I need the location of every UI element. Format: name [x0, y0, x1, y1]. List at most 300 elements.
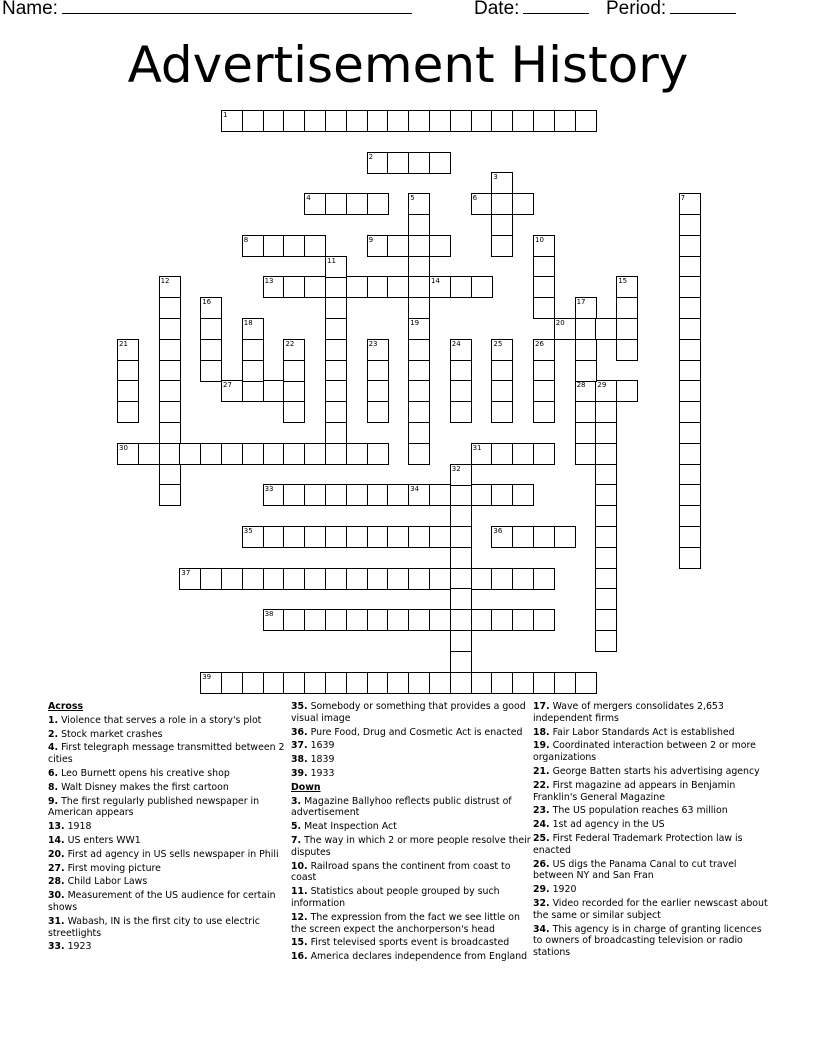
down-clue: [533, 740, 773, 764]
grid-cell[interactable]: [304, 276, 326, 298]
grid-cell[interactable]: [450, 380, 472, 402]
grid-cell[interactable]: [408, 609, 430, 631]
grid-cell[interactable]: [512, 193, 534, 215]
grid-cell[interactable]: [117, 401, 139, 423]
grid-cell[interactable]: [325, 672, 347, 694]
clues-column-2: [291, 701, 531, 965]
grid-cell[interactable]: [325, 526, 347, 548]
grid-cell[interactable]: [429, 484, 451, 506]
grid-cell[interactable]: [616, 339, 638, 361]
grid-cell[interactable]: [200, 318, 222, 340]
grid-cell[interactable]: [679, 505, 701, 527]
grid-cell[interactable]: [679, 339, 701, 361]
grid-cell[interactable]: [450, 276, 472, 298]
grid-cell[interactable]: [533, 609, 555, 631]
across-clue: [48, 863, 288, 875]
grid-cell[interactable]: [429, 672, 451, 694]
grid-cell[interactable]: [325, 401, 347, 423]
grid-cell[interactable]: [283, 484, 305, 506]
grid-cell[interactable]: [429, 609, 451, 631]
grid-cell[interactable]: [512, 568, 534, 590]
cell-number: 21: [119, 339, 128, 348]
grid-cell[interactable]: [408, 214, 430, 236]
grid-cell[interactable]: [471, 484, 493, 506]
grid-cell[interactable]: [471, 568, 493, 590]
grid-cell[interactable]: [595, 630, 617, 652]
grid-cell[interactable]: [575, 360, 597, 382]
grid-cell[interactable]: [408, 276, 430, 298]
grid-cell[interactable]: [429, 110, 451, 132]
grid-cell[interactable]: [429, 568, 451, 590]
grid-cell[interactable]: [512, 526, 534, 548]
clue-text: This agency is in charge of granting licences to owners of broadcasting television or radio stations: [533, 923, 762, 959]
grid-cell[interactable]: [325, 443, 347, 465]
grid-cell[interactable]: [367, 276, 389, 298]
across-heading: Across: [48, 701, 84, 712]
clue-number: 3.: [291, 795, 302, 807]
grid-cell[interactable]: [263, 526, 285, 548]
cell-number: 19: [410, 319, 420, 327]
clue-number: 15.: [291, 937, 308, 949]
grid-cell[interactable]: [346, 609, 368, 631]
grid-cell[interactable]: [450, 672, 472, 694]
grid-cell[interactable]: [325, 380, 347, 402]
grid-cell[interactable]: [242, 672, 264, 694]
grid-cell[interactable]: [179, 443, 201, 465]
grid-cell[interactable]: [491, 484, 513, 506]
grid-cell[interactable]: [221, 443, 243, 465]
cell-number: 32: [451, 464, 461, 473]
grid-cell[interactable]: [471, 672, 493, 694]
grid-cell[interactable]: [595, 505, 617, 527]
grid-cell[interactable]: [304, 526, 326, 548]
grid-cell[interactable]: [554, 526, 576, 548]
grid-cell[interactable]: [429, 152, 451, 174]
grid-cell[interactable]: [200, 443, 222, 465]
grid-cell[interactable]: [616, 318, 638, 340]
grid-cell[interactable]: [450, 505, 472, 527]
grid-cell[interactable]: [242, 339, 264, 361]
grid-cell[interactable]: [325, 609, 347, 631]
across-clue: [48, 876, 288, 888]
clue-text: US digs the Panama Canal to cut travel between NY and San Fran: [533, 858, 737, 882]
across-clue: [48, 890, 288, 914]
grid-cell[interactable]: [533, 380, 555, 402]
grid-cell[interactable]: [679, 526, 701, 548]
grid-cell[interactable]: [283, 672, 305, 694]
cell-number: 13: [264, 277, 274, 286]
grid-cell[interactable]: [387, 276, 409, 298]
grid-cell[interactable]: [595, 568, 617, 590]
clue-text: 1933: [307, 767, 335, 779]
clue-number: 39.: [291, 767, 308, 779]
grid-cell[interactable]: [408, 672, 430, 694]
clue-text: First telegraph message transmitted between 2 cities: [48, 742, 285, 766]
grid-cell[interactable]: [408, 526, 430, 548]
grid-cell[interactable]: [200, 360, 222, 382]
grid-cell[interactable]: [367, 609, 389, 631]
grid-cell[interactable]: [450, 609, 472, 631]
grid-cell[interactable]: [679, 214, 701, 236]
grid-cell[interactable]: [679, 256, 701, 278]
grid-cell[interactable]: [595, 422, 617, 444]
grid-cell[interactable]: [595, 526, 617, 548]
across-clue: [291, 727, 531, 739]
grid-cell[interactable]: [533, 526, 555, 548]
grid-cell[interactable]: [429, 526, 451, 548]
cell-number: 34: [410, 485, 420, 494]
grid-cell[interactable]: [595, 443, 617, 465]
grid-cell[interactable]: [408, 256, 430, 278]
cell-number: 1: [223, 111, 228, 119]
grid-cell[interactable]: [346, 443, 368, 465]
grid-cell[interactable]: [304, 484, 326, 506]
grid-cell[interactable]: [387, 235, 409, 257]
grid-cell[interactable]: [159, 401, 181, 423]
grid-cell[interactable]: [283, 443, 305, 465]
grid-cell[interactable]: [679, 297, 701, 319]
grid-cell[interactable]: [221, 568, 243, 590]
grid-cell[interactable]: [346, 526, 368, 548]
grid-cell[interactable]: [325, 110, 347, 132]
grid-cell[interactable]: [575, 443, 597, 465]
grid-cell[interactable]: [387, 484, 409, 506]
grid-cell[interactable]: [304, 110, 326, 132]
grid-cell[interactable]: [387, 609, 409, 631]
clue-number: 26.: [533, 858, 550, 870]
grid-cell[interactable]: [512, 443, 534, 465]
cell-number: 6: [472, 194, 478, 203]
grid-cell[interactable]: [367, 401, 389, 423]
grid-cell[interactable]: [533, 443, 555, 465]
cell-number: 36: [493, 527, 503, 535]
grid-cell[interactable]: [283, 401, 305, 423]
across-clue: [48, 715, 288, 727]
grid-cell[interactable]: [367, 484, 389, 506]
grid-cell[interactable]: [263, 672, 285, 694]
grid-cell[interactable]: [387, 110, 409, 132]
grid-cell[interactable]: [408, 110, 430, 132]
grid-cell[interactable]: [679, 276, 701, 298]
grid-cell[interactable]: [304, 443, 326, 465]
grid-cell[interactable]: [616, 297, 638, 319]
grid-cell[interactable]: [242, 110, 264, 132]
clue-text: The expression from the fact we see little on the screen expect the anchorperson's head: [291, 911, 520, 935]
grid-cell[interactable]: [595, 401, 617, 423]
grid-cell[interactable]: [679, 235, 701, 257]
grid-cell[interactable]: [533, 276, 555, 298]
grid-cell[interactable]: [263, 380, 285, 402]
grid-cell[interactable]: [554, 672, 576, 694]
clue-text: George Batten starts his advertising agency: [549, 765, 760, 777]
grid-cell[interactable]: [263, 443, 285, 465]
cell-number: 17: [576, 298, 586, 307]
across-clue: [291, 754, 531, 766]
grid-cell[interactable]: [679, 443, 701, 465]
clue-number: 7.: [291, 834, 302, 846]
grid-cell[interactable]: [408, 235, 430, 257]
cell-number: 4: [306, 194, 311, 203]
grid-cell[interactable]: [325, 318, 347, 340]
grid-cell[interactable]: [408, 401, 430, 423]
down-clue: [533, 766, 773, 778]
clue-text: 1918: [64, 821, 92, 833]
grid-cell[interactable]: [159, 484, 181, 506]
grid-cell[interactable]: [346, 110, 368, 132]
cell-number: 29: [597, 381, 607, 390]
grid-cell[interactable]: [491, 193, 513, 215]
grid-cell[interactable]: [387, 672, 409, 694]
grid-cell[interactable]: [575, 339, 597, 361]
grid-cell[interactable]: [117, 380, 139, 402]
grid-cell[interactable]: [346, 672, 368, 694]
grid-cell[interactable]: [408, 380, 430, 402]
grid-cell[interactable]: [679, 547, 701, 569]
down-clue: [291, 886, 531, 910]
grid-cell[interactable]: [491, 568, 513, 590]
grid-cell[interactable]: [200, 568, 222, 590]
grid-cell[interactable]: [512, 609, 534, 631]
clue-number: 22.: [533, 779, 550, 791]
grid-cell[interactable]: [512, 110, 534, 132]
grid-cell[interactable]: [159, 360, 181, 382]
grid-cell[interactable]: [242, 568, 264, 590]
down-heading: Down: [291, 781, 321, 793]
grid-cell[interactable]: [159, 297, 181, 319]
grid-cell[interactable]: [283, 235, 305, 257]
grid-cell[interactable]: [242, 380, 264, 402]
grid-cell[interactable]: [491, 360, 513, 382]
cell-number: 8: [243, 235, 249, 244]
clue-text: America declares independence from England: [307, 951, 528, 963]
grid-cell[interactable]: [117, 360, 139, 382]
grid-cell[interactable]: [450, 588, 472, 610]
grid-cell[interactable]: [679, 422, 701, 444]
grid-cell[interactable]: [408, 568, 430, 590]
clue-text: US enters WW1: [64, 834, 141, 846]
grid-cell[interactable]: [491, 401, 513, 423]
grid-cell[interactable]: [367, 380, 389, 402]
grid-cell[interactable]: [491, 672, 513, 694]
grid-cell[interactable]: [263, 110, 285, 132]
grid-cell[interactable]: [533, 360, 555, 382]
grid-cell[interactable]: [679, 380, 701, 402]
down-clue: [291, 951, 531, 963]
grid-cell[interactable]: [200, 339, 222, 361]
down-clue: [533, 727, 773, 739]
clue-number: 30.: [48, 890, 65, 902]
grid-cell[interactable]: [304, 609, 326, 631]
grid-cell[interactable]: [304, 568, 326, 590]
grid-cell[interactable]: [408, 422, 430, 444]
grid-cell[interactable]: [283, 276, 305, 298]
grid-cell[interactable]: [491, 443, 513, 465]
cell-number: 35: [243, 527, 253, 535]
grid-cell[interactable]: [575, 422, 597, 444]
grid-cell[interactable]: [325, 422, 347, 444]
grid-cell[interactable]: [533, 672, 555, 694]
grid-cell[interactable]: [595, 484, 617, 506]
grid-cell[interactable]: [159, 464, 181, 486]
grid-cell[interactable]: [367, 672, 389, 694]
grid-cell[interactable]: [159, 422, 181, 444]
grid-cell[interactable]: [595, 609, 617, 631]
clue-number: 12.: [291, 911, 308, 923]
clue-text: 1st ad agency in the US: [549, 819, 665, 831]
grid-cell[interactable]: [450, 526, 472, 548]
grid-cell[interactable]: [575, 401, 597, 423]
grid-cell[interactable]: [491, 235, 513, 257]
grid-cell[interactable]: [595, 318, 617, 340]
grid-cell[interactable]: [575, 318, 597, 340]
grid-cell[interactable]: [512, 672, 534, 694]
clue-text: Measurement of the US audience for certain shows: [48, 890, 276, 913]
grid-cell[interactable]: [595, 547, 617, 569]
grid-cell[interactable]: [450, 651, 472, 673]
grid-cell[interactable]: [491, 110, 513, 132]
grid-cell[interactable]: [679, 401, 701, 423]
cell-number: 28: [576, 381, 586, 390]
clue-number: 32.: [533, 897, 550, 909]
grid-cell[interactable]: [450, 360, 472, 382]
clue-text: Wave of mergers consolidates 2,653 independent firms: [533, 701, 724, 724]
grid-cell[interactable]: [367, 526, 389, 548]
cell-number: 26: [535, 339, 544, 348]
grid-cell[interactable]: [367, 568, 389, 590]
clue-text: Magazine Ballyhoo reflects public distrust of advertisement: [291, 795, 512, 819]
grid-cell[interactable]: [325, 339, 347, 361]
grid-cell[interactable]: [346, 568, 368, 590]
grid-cell[interactable]: [533, 297, 555, 319]
grid-cell[interactable]: [679, 318, 701, 340]
grid-cell[interactable]: [554, 110, 576, 132]
grid-cell[interactable]: [450, 110, 472, 132]
grid-cell[interactable]: [408, 152, 430, 174]
grid-cell[interactable]: [450, 401, 472, 423]
clue-text: 1923: [64, 941, 92, 953]
grid-cell[interactable]: [408, 360, 430, 382]
grid-cell[interactable]: [325, 193, 347, 215]
cell-number: 23: [368, 339, 378, 348]
grid-cell[interactable]: [616, 380, 638, 402]
grid-cell[interactable]: [471, 276, 493, 298]
clue-text: Somebody or something that provides a good visual image: [291, 701, 526, 724]
grid-cell[interactable]: [450, 484, 472, 506]
grid-cell[interactable]: [595, 464, 617, 486]
grid-cell[interactable]: [533, 568, 555, 590]
clue-text: First ad agency in US sells newspaper in Phili: [64, 848, 279, 860]
grid-cell[interactable]: [533, 110, 555, 132]
grid-cell[interactable]: [283, 568, 305, 590]
clue-number: 8.: [48, 781, 59, 793]
grid-cell[interactable]: [346, 193, 368, 215]
grid-cell[interactable]: [325, 297, 347, 319]
clue-number: 37.: [291, 740, 308, 752]
grid-cell[interactable]: [367, 360, 389, 382]
grid-cell[interactable]: [408, 339, 430, 361]
clue-text: Leo Burnett opens his creative shop: [58, 767, 230, 779]
grid-cell[interactable]: [159, 318, 181, 340]
grid-cell[interactable]: [242, 443, 264, 465]
across-clue: [48, 941, 288, 953]
grid-cell[interactable]: [575, 672, 597, 694]
grid-cell[interactable]: [387, 152, 409, 174]
grid-cell[interactable]: [283, 526, 305, 548]
clue-number: 38.: [291, 754, 308, 766]
cell-number: 12: [160, 277, 170, 286]
grid-cell[interactable]: [471, 609, 493, 631]
grid-cell[interactable]: [283, 360, 305, 382]
grid-cell[interactable]: [575, 110, 597, 132]
grid-cell[interactable]: [679, 484, 701, 506]
grid-cell[interactable]: [679, 464, 701, 486]
clue-text: Stock market crashes: [58, 728, 163, 740]
grid-cell[interactable]: [408, 297, 430, 319]
down-clue: [533, 701, 773, 725]
clue-number: 28.: [48, 876, 65, 888]
grid-cell[interactable]: [346, 276, 368, 298]
grid-cell[interactable]: [138, 443, 160, 465]
grid-cell[interactable]: [159, 339, 181, 361]
grid-cell[interactable]: [491, 214, 513, 236]
grid-cell[interactable]: [242, 360, 264, 382]
across-clue: [48, 849, 288, 861]
grid-cell[interactable]: [159, 380, 181, 402]
grid-cell[interactable]: [346, 484, 368, 506]
grid-cell[interactable]: [491, 609, 513, 631]
grid-cell[interactable]: [387, 568, 409, 590]
grid-cell[interactable]: [491, 380, 513, 402]
grid-cell[interactable]: [471, 110, 493, 132]
grid-cell[interactable]: [283, 609, 305, 631]
grid-cell[interactable]: [325, 484, 347, 506]
grid-cell[interactable]: [367, 110, 389, 132]
clue-number: 25.: [533, 832, 550, 844]
grid-cell[interactable]: [533, 401, 555, 423]
clue-text: Child Labor Laws: [64, 876, 148, 888]
grid-cell[interactable]: [263, 235, 285, 257]
grid-cell[interactable]: [450, 568, 472, 590]
grid-cell[interactable]: [367, 443, 389, 465]
grid-cell[interactable]: [283, 110, 305, 132]
grid-cell[interactable]: [367, 193, 389, 215]
grid-cell[interactable]: [159, 443, 181, 465]
grid-cell[interactable]: [533, 256, 555, 278]
grid-cell[interactable]: [450, 547, 472, 569]
clue-text: Statistics about people grouped by such information: [291, 886, 500, 909]
across-clue: [291, 768, 531, 780]
grid-cell[interactable]: [283, 380, 305, 402]
grid-cell[interactable]: [221, 672, 243, 694]
down-clue: [533, 898, 773, 922]
clue-number: 24.: [533, 819, 550, 831]
grid-cell[interactable]: [450, 630, 472, 652]
clue-number: 17.: [533, 701, 550, 712]
grid-cell[interactable]: [679, 360, 701, 382]
grid-cell[interactable]: [325, 276, 347, 298]
grid-cell[interactable]: [595, 588, 617, 610]
grid-cell[interactable]: [429, 235, 451, 257]
grid-cell[interactable]: [304, 235, 326, 257]
grid-cell[interactable]: [263, 568, 285, 590]
clue-text: Meat Inspection Act: [301, 821, 397, 833]
grid-cell[interactable]: [387, 526, 409, 548]
grid-cell[interactable]: [304, 672, 326, 694]
grid-cell[interactable]: [512, 484, 534, 506]
grid-cell[interactable]: [325, 360, 347, 382]
grid-cell[interactable]: [408, 443, 430, 465]
grid-cell[interactable]: [325, 568, 347, 590]
